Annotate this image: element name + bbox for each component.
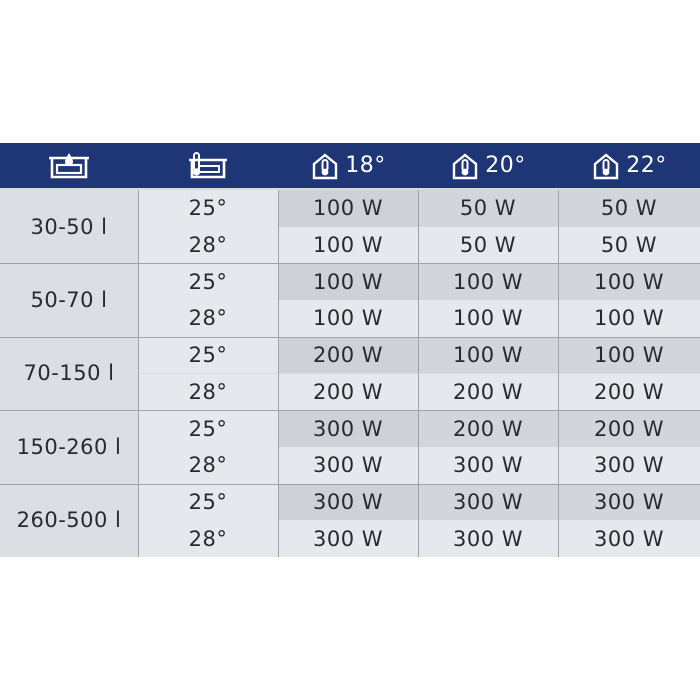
water-temp-cell: 28°	[138, 447, 278, 484]
water-temp-cell: 25°	[138, 484, 278, 521]
table-header	[0, 143, 700, 190]
water-temperature-icon	[187, 152, 229, 180]
water-temp-cell: 25°	[138, 337, 278, 374]
power-cell: 50 W	[558, 227, 700, 264]
group-divider	[0, 337, 700, 338]
water-temp-cell: 28°	[138, 300, 278, 337]
power-cell: 300 W	[418, 520, 558, 557]
power-cell: 300 W	[558, 447, 700, 484]
aquarium-volume-icon	[49, 152, 89, 180]
column-divider	[138, 190, 139, 557]
power-cell: 100 W	[558, 300, 700, 337]
power-cell: 100 W	[418, 263, 558, 300]
room-temp-label: 18°	[345, 153, 386, 178]
water-temp-cell: 25°	[138, 263, 278, 300]
power-cell: 100 W	[558, 263, 700, 300]
power-cell: 100 W	[418, 300, 558, 337]
power-cell: 300 W	[278, 520, 418, 557]
volume-cell: 30-50 l	[0, 190, 138, 263]
header-room-temp-20	[418, 143, 558, 188]
power-cell: 300 W	[418, 484, 558, 521]
group-divider	[0, 484, 700, 485]
power-cell: 100 W	[278, 227, 418, 264]
column-divider	[278, 190, 279, 557]
group-divider	[0, 263, 700, 264]
column-divider	[558, 190, 559, 557]
power-cell: 100 W	[418, 337, 558, 374]
power-cell: 100 W	[558, 337, 700, 374]
power-cell: 200 W	[558, 374, 700, 411]
power-cell: 300 W	[278, 410, 418, 447]
volume-cell: 50-70 l	[0, 263, 138, 336]
table-body	[0, 190, 700, 557]
volume-cell: 70-150 l	[0, 337, 138, 410]
header-room-temp-22	[558, 143, 700, 188]
heater-power-table	[0, 143, 700, 557]
power-cell: 50 W	[418, 227, 558, 264]
header-room-temp-18	[278, 143, 418, 188]
room-thermometer-icon	[591, 152, 621, 180]
column-divider	[418, 190, 419, 557]
room-thermometer-icon	[310, 152, 340, 180]
power-cell: 200 W	[418, 374, 558, 411]
room-temp-label: 22°	[626, 153, 667, 178]
power-cell: 300 W	[558, 520, 700, 557]
power-cell: 200 W	[558, 410, 700, 447]
power-cell: 200 W	[418, 410, 558, 447]
power-cell: 50 W	[418, 190, 558, 227]
power-cell: 300 W	[278, 484, 418, 521]
power-cell: 100 W	[278, 300, 418, 337]
header-water-temp	[138, 143, 278, 188]
power-cell: 300 W	[418, 447, 558, 484]
power-cell: 300 W	[278, 447, 418, 484]
room-temp-label: 20°	[485, 153, 526, 178]
power-cell: 200 W	[278, 337, 418, 374]
power-cell: 100 W	[278, 190, 418, 227]
water-temp-cell: 25°	[138, 410, 278, 447]
water-temp-cell: 28°	[138, 520, 278, 557]
power-cell: 300 W	[558, 484, 700, 521]
power-cell: 100 W	[278, 263, 418, 300]
water-temp-cell: 28°	[138, 227, 278, 264]
header-volume	[0, 143, 138, 188]
power-cell: 50 W	[558, 190, 700, 227]
water-temp-cell: 25°	[138, 190, 278, 227]
water-temp-cell: 28°	[138, 374, 278, 411]
group-divider	[0, 410, 700, 411]
power-cell: 200 W	[278, 374, 418, 411]
volume-cell: 150-260 l	[0, 410, 138, 483]
room-thermometer-icon	[450, 152, 480, 180]
volume-cell: 260-500 l	[0, 484, 138, 557]
